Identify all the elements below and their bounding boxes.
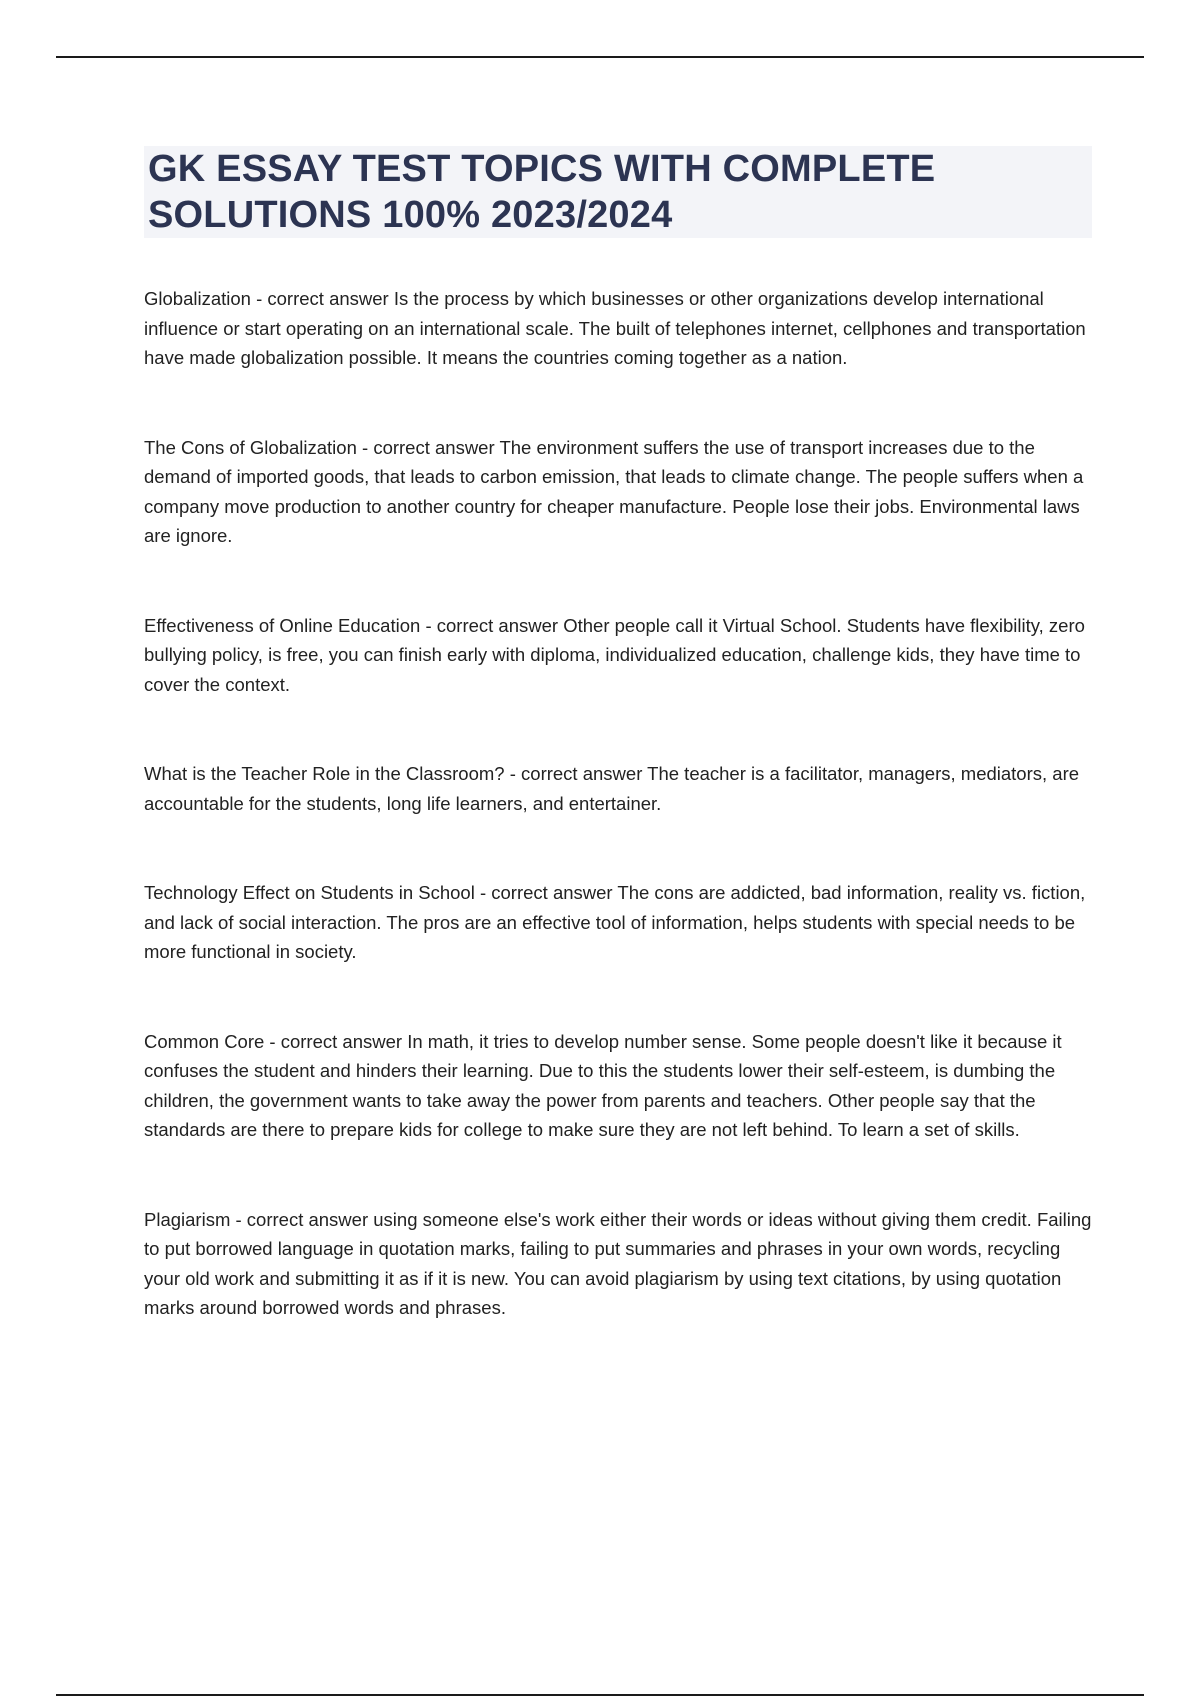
entry-answer: Other people call it Virtual School. Students have flexibility, zero bullying policy, is free, you can finish early with diploma, individualized education, challenge kids, they have time to cover the context. (144, 614, 1085, 695)
entry-technology-effect (144, 878, 1092, 967)
entry-answer: using someone else's work either their words or ideas without giving them credit. Failing to put borrowed language in quotation marks, failing to put summaries and phrases in your own words, recycling your old work and submitting it as if it is new. You can avoid plagiarism by using text citations, by using quotation marks around borrowed words and phrases. (144, 1208, 1092, 1318)
entry-term: Plagiarism (144, 1208, 231, 1230)
document-title: GK ESSAY TEST TOPICS WITH COMPLETE SOLUTIONS 100% 2023/2024 (148, 148, 936, 236)
entry-separator: - correct answer (356, 436, 500, 458)
entry-answer: The environment suffers the use of transport increases due to the demand of imported goods, that leads to carbon emission, that leads to climate change. The people suffers when a company move production to another country for cheaper manufacture. People lose their jobs. Environmental laws are ignore. (144, 436, 1084, 546)
bottom-rule (56, 1694, 1144, 1696)
entry-globalization (144, 284, 1092, 373)
entry-teacher-role (144, 759, 1092, 818)
entry-cons-of-globalization (144, 433, 1092, 551)
top-rule (56, 56, 1144, 58)
entry-plagiarism (144, 1205, 1092, 1323)
entry-common-core (144, 1027, 1092, 1145)
entry-separator: - correct answer (474, 882, 618, 903)
entry-answer: The teacher is a facilitator, managers, mediators, are accountable for the students, long life learners, and entertainer. (144, 763, 1080, 814)
entry-separator: - correct answer (230, 1208, 374, 1230)
document-body (144, 146, 1092, 1383)
entry-separator: - correct answer (504, 763, 648, 784)
entry-answer: Is the process by which businesses or other organizations develop international influence or start operating on an international scale. The built of telephones internet, cellphones and transportation have made globalization possible. It means the countries coming together as a nation. (144, 288, 1086, 368)
title-box (144, 146, 1092, 238)
entry-term: The Cons of Globalization (144, 436, 357, 458)
entry-online-education (144, 611, 1092, 700)
entry-answer: The cons are addicted, bad information, reality vs. fiction, and lack of social interaction. The pros are an effective tool of information, helps students with special needs to be more functional in society. (144, 882, 1086, 962)
entry-term: Technology Effect on Students in School (144, 882, 475, 903)
entry-term: What is the Teacher Role in the Classroom? (144, 763, 505, 784)
entry-answer: In math, it tries to develop number sense. Some people doesn't like it because it confuses the student and hinders their learning. Due to this the students lower their self-esteem, is dumbing the children, the government wants to take away the power from parents and teachers. Other people say that the standards are there to prepare kids for college to make sure they are not left behind. To learn a set of skills. (144, 1030, 1062, 1140)
entry-term: Effectiveness of Online Education (144, 614, 421, 636)
entry-term: Common Core (144, 1030, 265, 1052)
entry-separator: - correct answer (420, 614, 564, 636)
entry-separator: - correct answer (250, 288, 394, 309)
entry-separator: - correct answer (264, 1030, 408, 1052)
entry-term: Globalization (144, 288, 251, 309)
